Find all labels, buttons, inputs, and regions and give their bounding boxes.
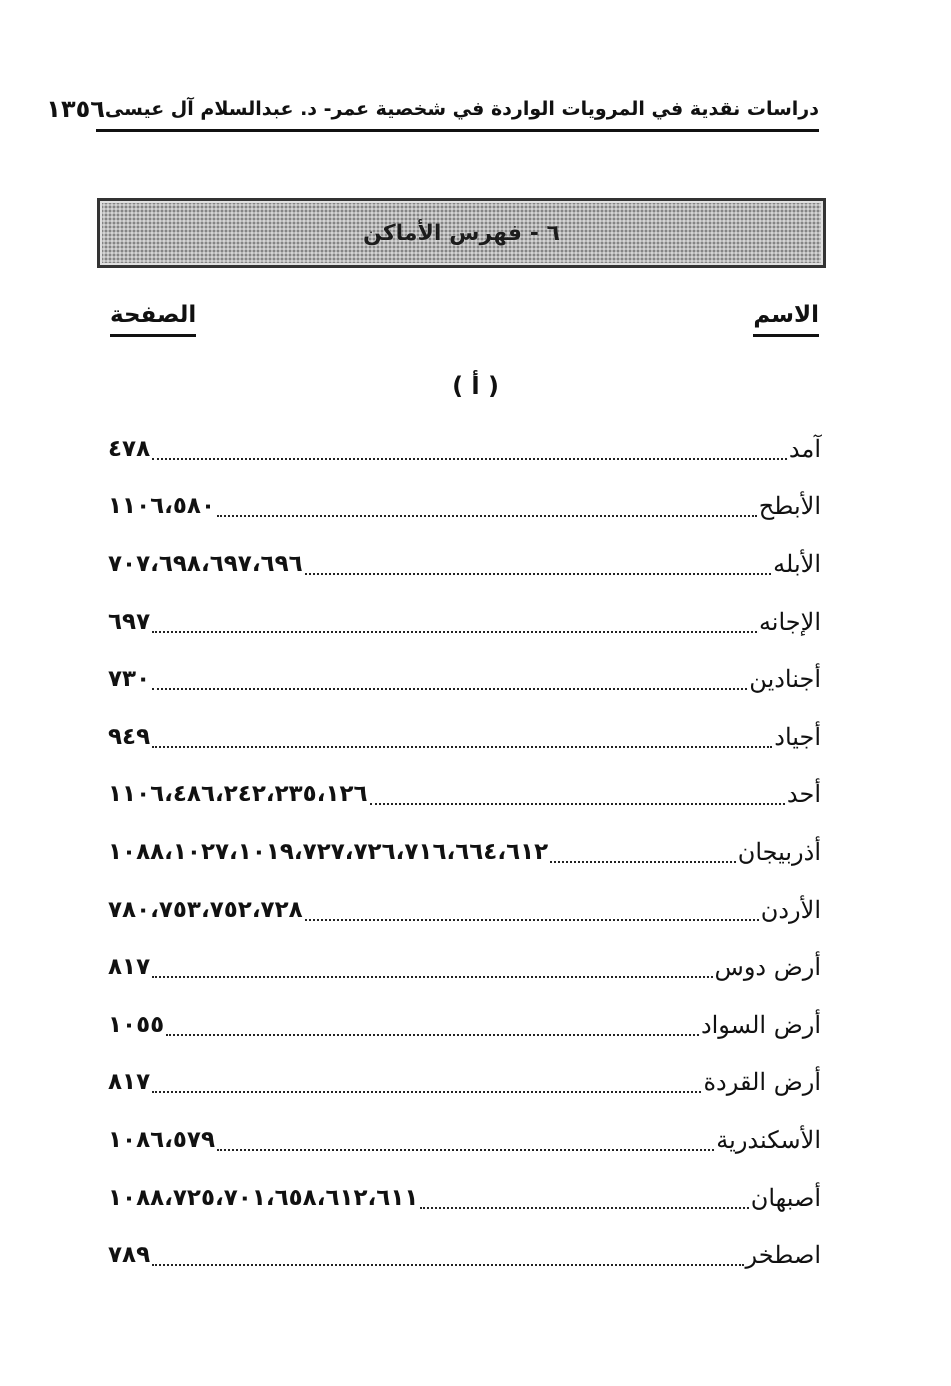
index-entry xyxy=(108,1226,821,1284)
letter-heading: ( أ ) xyxy=(452,372,499,400)
entry-name: آمد xyxy=(788,434,821,463)
index-entry xyxy=(108,593,821,651)
dot-leader xyxy=(166,1034,699,1036)
entry-name: أذربيجان xyxy=(737,837,821,866)
index-entries xyxy=(108,420,821,1284)
entry-pages: ٨١٧ xyxy=(108,1069,151,1096)
entry-pages: ١٠٨٨،٧٢٥،٧٠١،٦٥٨،٦١٢،٦١١ xyxy=(108,1184,419,1211)
running-header xyxy=(46,92,819,126)
entry-name: أرض دوس xyxy=(714,953,821,982)
index-entry xyxy=(108,996,821,1054)
entry-pages: ١١٠٦،٥٨٠ xyxy=(108,493,216,520)
column-heading-name: الاسم xyxy=(753,302,819,337)
index-entry xyxy=(108,535,821,593)
entry-name: الأبله xyxy=(773,549,821,578)
entry-name: الأردن xyxy=(760,895,821,924)
dot-leader xyxy=(217,1149,714,1151)
index-entry xyxy=(108,708,821,766)
index-entry xyxy=(108,1054,821,1112)
dot-leader xyxy=(217,515,757,517)
entry-pages: ٨١٧ xyxy=(108,954,151,981)
dot-leader xyxy=(152,458,787,460)
entry-pages: ١٠٨٨،١٠٢٧،١٠١٩،٧٢٧،٧٢٦،٧١٦،٦٦٤،٦١٢ xyxy=(108,838,549,865)
entry-pages: ٩٤٩ xyxy=(108,723,151,750)
entry-pages: ١١٠٦،٤٨٦،٢٤٢،٢٣٥،١٢٦ xyxy=(108,781,368,808)
entry-name: الأبطح xyxy=(758,492,821,521)
index-entry xyxy=(108,823,821,881)
dot-leader xyxy=(370,803,785,805)
column-heading-page: الصفحة xyxy=(110,302,196,337)
dot-leader xyxy=(152,746,772,748)
dot-leader xyxy=(152,1264,743,1266)
index-entry xyxy=(108,420,821,478)
running-header-title: دراسات نقدية في المرويات الواردة في شخصية عمر- د. عبدالسلام آل عيسى xyxy=(104,98,819,120)
section-title: ٦ - فهرس الأماكن xyxy=(363,220,560,246)
entry-name: أصبهان xyxy=(750,1183,821,1212)
entry-name: أحد xyxy=(786,780,821,809)
dot-leader xyxy=(550,861,736,863)
dot-leader xyxy=(152,688,747,690)
page-number: ١٣٥٦ xyxy=(46,95,105,123)
dot-leader xyxy=(305,919,759,921)
entry-pages: ٧٠٧،٦٩٨،٦٩٧،٦٩٦ xyxy=(108,550,303,577)
index-entry xyxy=(108,1111,821,1169)
section-banner xyxy=(97,198,826,268)
entry-name: أجنادين xyxy=(749,665,821,694)
entry-pages: ١٠٨٦،٥٧٩ xyxy=(108,1126,216,1153)
index-entry xyxy=(108,478,821,536)
entry-name: أرض السواد xyxy=(700,1010,821,1039)
entry-name: أجياد xyxy=(774,722,821,751)
entry-pages: ٦٩٧ xyxy=(108,608,151,635)
entry-pages: ٧٣٠ xyxy=(108,666,151,693)
dot-leader xyxy=(305,573,771,575)
entry-pages: ٧٨٠،٧٥٣،٧٥٢،٧٢٨ xyxy=(108,896,303,923)
index-entry xyxy=(108,650,821,708)
index-entry xyxy=(108,881,821,939)
entry-pages: ١٠٥٥ xyxy=(108,1011,165,1038)
dot-leader xyxy=(152,631,757,633)
entry-name: أرض القردة xyxy=(703,1068,821,1097)
dot-leader xyxy=(420,1207,748,1209)
entry-name: الأسكندرية xyxy=(716,1125,821,1154)
dot-leader xyxy=(152,1091,701,1093)
dot-leader xyxy=(152,976,712,978)
index-entry xyxy=(108,766,821,824)
entry-name: الإجانه xyxy=(758,607,821,636)
entry-pages: ٧٨٩ xyxy=(108,1242,151,1269)
index-entry xyxy=(108,938,821,996)
index-entry xyxy=(108,1169,821,1227)
header-rule xyxy=(96,129,819,132)
entry-name: اصطخر xyxy=(745,1241,821,1270)
entry-pages: ٤٧٨ xyxy=(108,435,151,462)
